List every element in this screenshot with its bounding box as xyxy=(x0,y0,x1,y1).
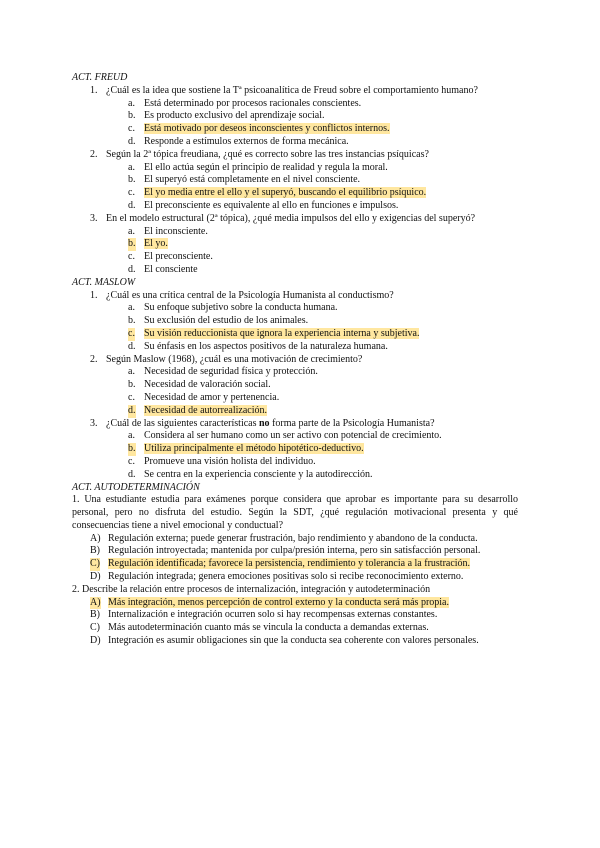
option xyxy=(72,622,518,635)
option-text: Su enfoque subjetivo sobre la conducta humana. xyxy=(144,302,338,314)
option-text: Promueve una visión holista del individuo. xyxy=(144,455,316,467)
option xyxy=(72,162,518,175)
option-letter: d. xyxy=(128,340,136,352)
option-letter: d. xyxy=(128,135,136,147)
question xyxy=(72,418,518,431)
option-highlighted xyxy=(72,443,518,456)
option-letter: b. xyxy=(128,110,136,122)
section-title-freud: ACT. FREUD xyxy=(72,72,128,83)
option-text: Regulación introyectada; mantenida por culpa/presión interna, pero sin satisfacción personal. xyxy=(108,545,481,557)
option-text: Necesidad de seguridad física y protección. xyxy=(144,366,318,378)
option-text: El ello actúa según el principio de realidad y regula la moral. xyxy=(144,161,388,173)
option xyxy=(72,98,518,111)
option-highlighted xyxy=(72,558,518,571)
question-number: 1. xyxy=(90,289,98,301)
option xyxy=(72,571,518,584)
option xyxy=(72,379,518,392)
option xyxy=(72,545,518,558)
option xyxy=(72,430,518,443)
option xyxy=(72,136,518,149)
option-letter: a. xyxy=(128,430,135,442)
option-letter: c. xyxy=(128,251,135,263)
question-text: ¿Cuál es la idea que sostiene la Tª psicoanalítica de Freud sobre el comportamiento humano? xyxy=(106,84,478,96)
option-letter: B) xyxy=(90,545,100,557)
option-letter: C) xyxy=(90,622,100,634)
option xyxy=(72,251,518,264)
section-title-maslow: ACT. MASLOW xyxy=(72,276,136,288)
question-text-before: ¿Cuál de las siguientes características xyxy=(106,417,259,429)
option-letter: b. xyxy=(128,238,136,250)
option-text: Está determinado por procesos racionales conscientes. xyxy=(144,97,362,109)
option-letter: d. xyxy=(128,404,136,416)
question-text-bold: no xyxy=(259,417,270,429)
option-letter: a. xyxy=(128,302,135,314)
option-text: Internalización e integración ocurren solo si hay recompensas externas constantes. xyxy=(108,609,438,621)
question-number: 3. xyxy=(90,212,98,224)
option-letter: d. xyxy=(128,199,136,211)
option-text: Integración es asumir obligaciones sin que la conducta sea coherente con valores personales. xyxy=(108,635,479,647)
option xyxy=(72,264,518,277)
option-highlighted xyxy=(72,123,518,136)
option xyxy=(72,302,518,315)
option-text: Su visión reduccionista que ignora la experiencia interna y subjetiva. xyxy=(144,327,420,339)
option-text: El inconsciente. xyxy=(144,225,208,237)
option-text: Considera al ser humano como un ser activo con potencial de crecimiento. xyxy=(144,430,442,442)
option-text: Su énfasis en los aspectos positivos de la naturaleza humana. xyxy=(144,340,388,352)
option-letter: b. xyxy=(128,174,136,186)
question-number: 2. xyxy=(90,353,98,365)
option-text: Necesidad de amor y pertenencia. xyxy=(144,391,280,403)
option-text: El preconsciente. xyxy=(144,251,213,263)
option-text: Está motivado por deseos inconscientes y conflictos internos. xyxy=(144,123,390,135)
option xyxy=(72,110,518,123)
option-text: Regulación externa; puede generar frustración, bajo rendimiento y abandono de la conducta. xyxy=(108,532,478,544)
question xyxy=(72,290,518,303)
option-letter: d. xyxy=(128,468,136,480)
question-text: ¿Cuál es una crítica central de la Psicología Humanista al conductismo? xyxy=(106,289,394,301)
option-text: Responde a estímulos externos de forma mecánica. xyxy=(144,135,349,147)
option-letter: a. xyxy=(128,225,135,237)
question-number: 2. xyxy=(90,148,98,160)
option-letter: c. xyxy=(128,327,135,339)
option xyxy=(72,341,518,354)
option-text: Necesidad de autorrealización. xyxy=(144,404,267,416)
option-text: Utiliza principalmente el método hipotético-deductivo. xyxy=(144,443,364,455)
option xyxy=(72,609,518,622)
option-letter: b. xyxy=(128,379,136,391)
option-text: El yo media entre el ello y el superyó, buscando el equilibrio psíquico. xyxy=(144,187,427,199)
option-text: Es producto exclusivo del aprendizaje social. xyxy=(144,110,325,122)
option-text: Más autodeterminación cuanto más se vincula la conducta a demandas externas. xyxy=(108,622,429,634)
option-highlighted xyxy=(72,238,518,251)
document-page xyxy=(72,72,518,648)
section-title-sdt: ACT. AUTODETERMINACIÓN xyxy=(72,481,200,493)
option xyxy=(72,200,518,213)
question-number: 3. xyxy=(90,417,98,429)
question xyxy=(72,149,518,162)
option xyxy=(72,469,518,482)
option-letter: b. xyxy=(128,315,136,327)
option-text: Se centra en la experiencia consciente y la autodirección. xyxy=(144,468,373,480)
option-highlighted xyxy=(72,328,518,341)
question xyxy=(72,85,518,98)
question-text: En el modelo estructural (2ª tópica), ¿qué media impulsos del ello y exigencias del superyó? xyxy=(106,212,476,224)
question-text: Según la 2ª tópica freudiana, ¿qué es correcto sobre las tres instancias psíquicas? xyxy=(106,148,429,160)
option-text: El superyó está completamente en el nivel consciente. xyxy=(144,174,361,186)
option xyxy=(72,174,518,187)
option-letter: c. xyxy=(128,391,135,403)
option xyxy=(72,533,518,546)
option-highlighted xyxy=(72,187,518,200)
option-text: Regulación identificada; favorece la persistencia, rendimiento y tolerancia a la frustración. xyxy=(108,558,471,570)
option-letter: c. xyxy=(128,187,135,199)
question-number: 1. xyxy=(90,84,98,96)
question-text-after: forma parte de la Psicología Humanista? xyxy=(269,417,435,429)
option-text: El yo. xyxy=(144,238,168,250)
option-letter: a. xyxy=(128,97,135,109)
option-text: Más integración, menos percepción de control externo y la conducta será más propia. xyxy=(108,596,449,608)
option xyxy=(72,456,518,469)
question-text: Según Maslow (1968), ¿cuál es una motivación de crecimiento? xyxy=(106,353,363,365)
option xyxy=(72,635,518,648)
question xyxy=(72,213,518,226)
option xyxy=(72,392,518,405)
option-letter: c. xyxy=(128,455,135,467)
option-letter: c. xyxy=(128,123,135,135)
option-letter: D) xyxy=(90,635,101,647)
option-letter: A) xyxy=(90,596,101,608)
option-letter: b. xyxy=(128,443,136,455)
question xyxy=(72,354,518,367)
option-text: El preconsciente es equivalente al ello en funciones e impulsos. xyxy=(144,199,399,211)
option-letter: D) xyxy=(90,571,101,583)
option-letter: a. xyxy=(128,366,135,378)
option-highlighted xyxy=(72,597,518,610)
option xyxy=(72,315,518,328)
option-text: El consciente xyxy=(144,263,198,275)
option-letter: A) xyxy=(90,532,101,544)
option-letter: d. xyxy=(128,263,136,275)
question-paragraph: 1. Una estudiante estudia para exámenes porque considera que aprobar es importante para su desarrollo personal, pero no disfruta del estudio. Según la SDT, ¿qué regulación motivacional presenta y qué consecuencias tiene a nivel emocional y conductual? xyxy=(72,494,518,531)
option-letter: C) xyxy=(90,558,100,570)
question: 2. Describe la relación entre procesos de internalización, integración y autodeterminación xyxy=(72,583,431,595)
option xyxy=(72,366,518,379)
option-letter: B) xyxy=(90,609,100,621)
option-text: Su exclusión del estudio de los animales. xyxy=(144,315,309,327)
option-text: Necesidad de valoración social. xyxy=(144,379,271,391)
option xyxy=(72,226,518,239)
option-highlighted xyxy=(72,405,518,418)
option-letter: a. xyxy=(128,161,135,173)
option-text: Regulación integrada; genera emociones positivas solo si recibe reconocimiento externo. xyxy=(108,571,464,583)
